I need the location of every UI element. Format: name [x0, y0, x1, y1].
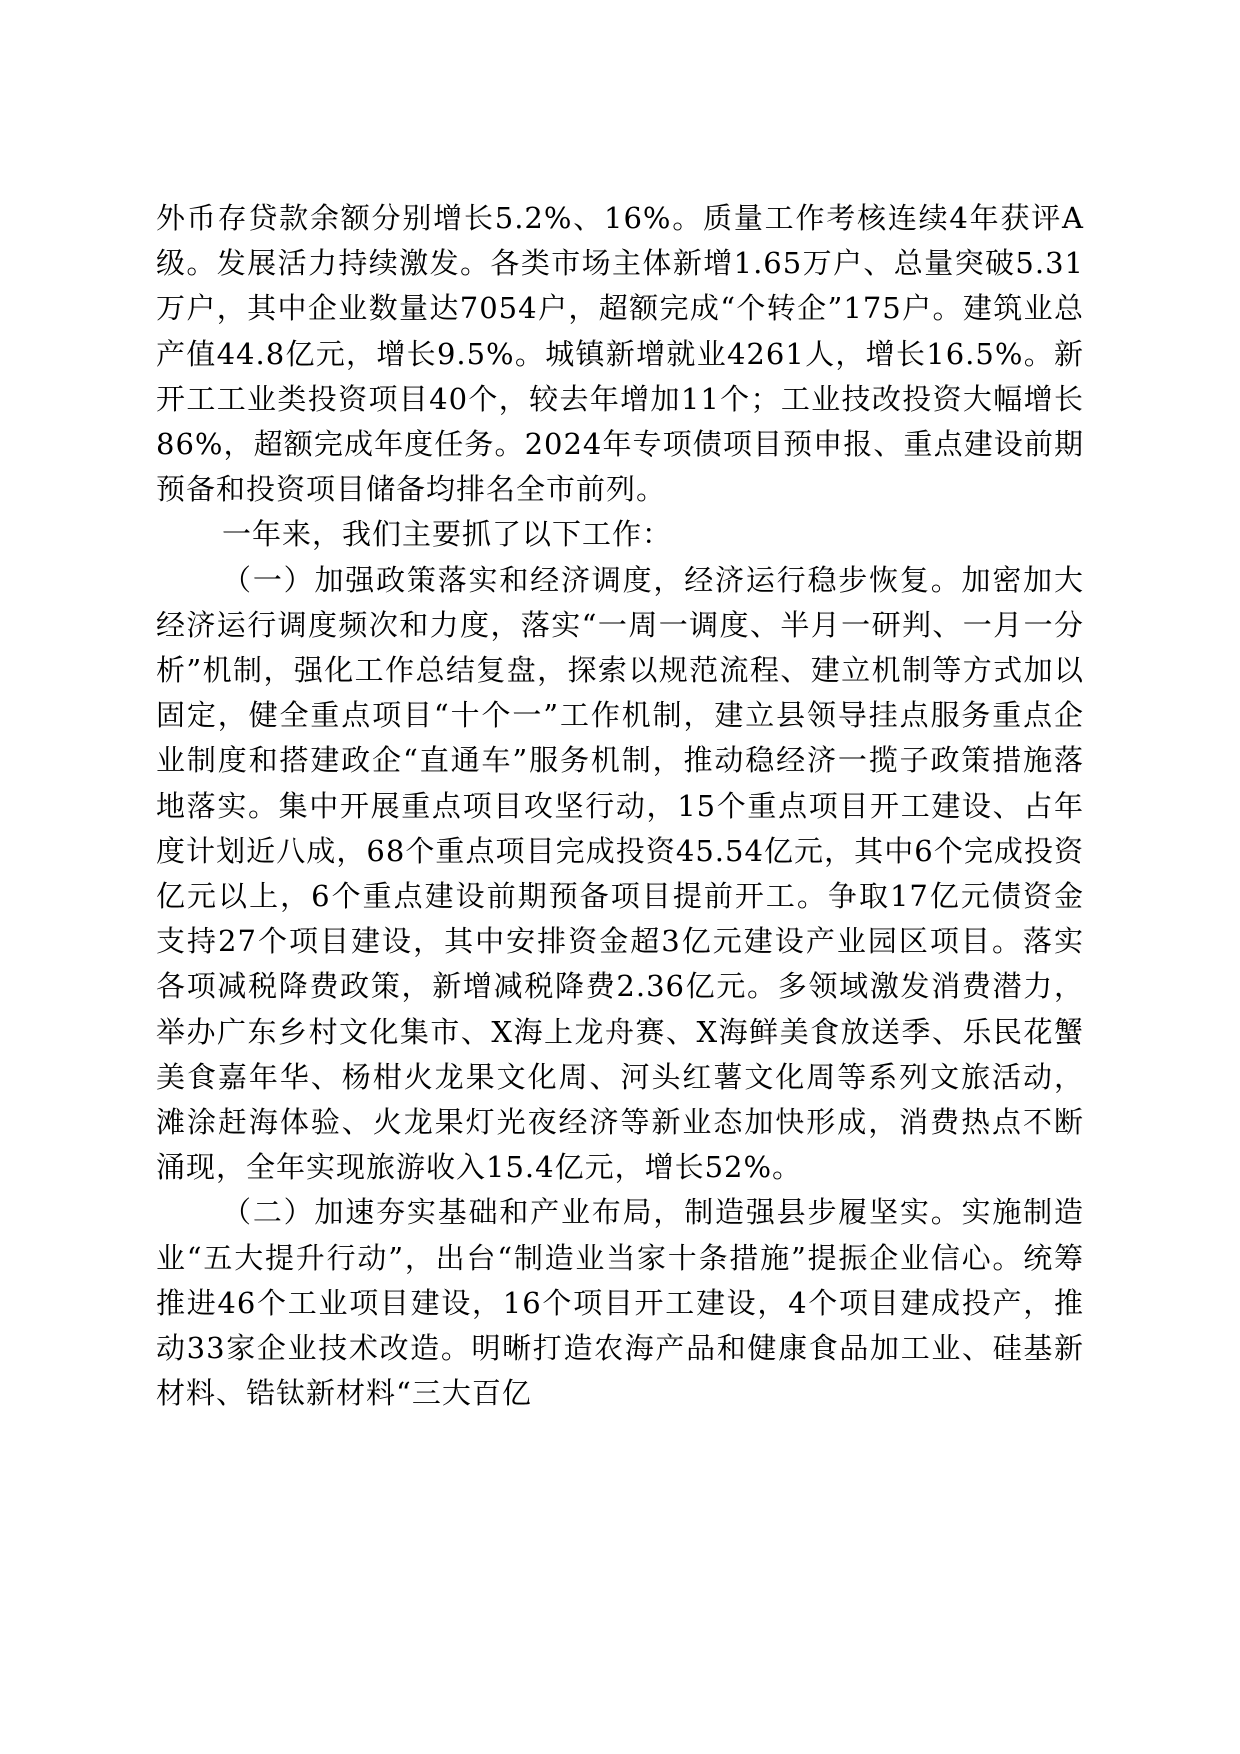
paragraph-text: 一年来，我们主要抓了以下工作： — [222, 517, 673, 552]
paragraph-text: 加密加大经济运行调度频次和力度，落实“一周一调度、半月一研判、一月一分析”机制，强化工作总结复盘，探索以规范流程、建立机制等方式加以固定，健全重点项目“十个一”工作机制，建立县领导挂点服务重点企业制度和搭建政企“直通车”服务机制，推动稳经济一揽子政策措施落地落实。集中开展重点项目攻坚行动，15个重点项目开工建设、占年度计划近八成，68个重点项目完成投资45.54亿元，其中6个完成投资亿元以上，6个重点建设前期预备项目提前开工。争取17亿元债资金支持27个项目建设，其中安排资金超3亿元建设产业园区项目。落实各项减税降费政策，新增减税降费2.36亿元。多领域激发消费潜力，举办广东乡村文化集市、X海上龙舟赛、X海鲜美食放送季、乐民花蟹美食嘉年华、杨柑火龙果文化周、河头红薯文化周等系列文旅活动，滩涂赶海体验、火龙果灯光夜经济等新业态加快形成，消费热点不断涌现，全年实现旅游收入15.4亿元，增长52%。 — [156, 562, 1084, 1185]
paragraph-text: 外币存贷款余额分别增长5.2%、16%。质量工作考核连续4年获评A级。发展活力持续激发。各类市场主体新增1.65万户、总量突破5.31万户，其中企业数量达7054户，超额完成“个转企”175户。建筑业总产值44.8亿元，增长9.5%。城镇新增就业4261人，增长16.5%。新开工工业类投资项目40个，较去年增加11个；工业技改投资大幅增长86%，超额完成年度任务。2024年专项债项目预申报、重点建设前期预备和投资项目储备均排名全市前列。 — [156, 201, 1084, 507]
section-heading: （二）加速夯实基础和产业布局，制造强县步履坚实。 — [222, 1195, 962, 1230]
paragraph-continuation — [156, 196, 1084, 512]
paragraph-intro — [156, 512, 1084, 557]
paragraph-section-2 — [156, 1190, 1084, 1416]
section-heading: （一）加强政策落实和经济调度，经济运行稳步恢复。 — [222, 562, 962, 597]
paragraph-section-1 — [156, 558, 1084, 1191]
document-body — [156, 196, 1084, 1416]
paragraph-text: 实施制造业“五大提升行动”，出台“制造业当家十条措施”提振企业信心。统筹推进46个工业项目建设，16个项目开工建设，4个项目建成投产，推动33家企业技术改造。明晰打造农海产品和健康食品加工业、硅基新材料、锆钛新材料“三大百亿 — [156, 1195, 1084, 1411]
